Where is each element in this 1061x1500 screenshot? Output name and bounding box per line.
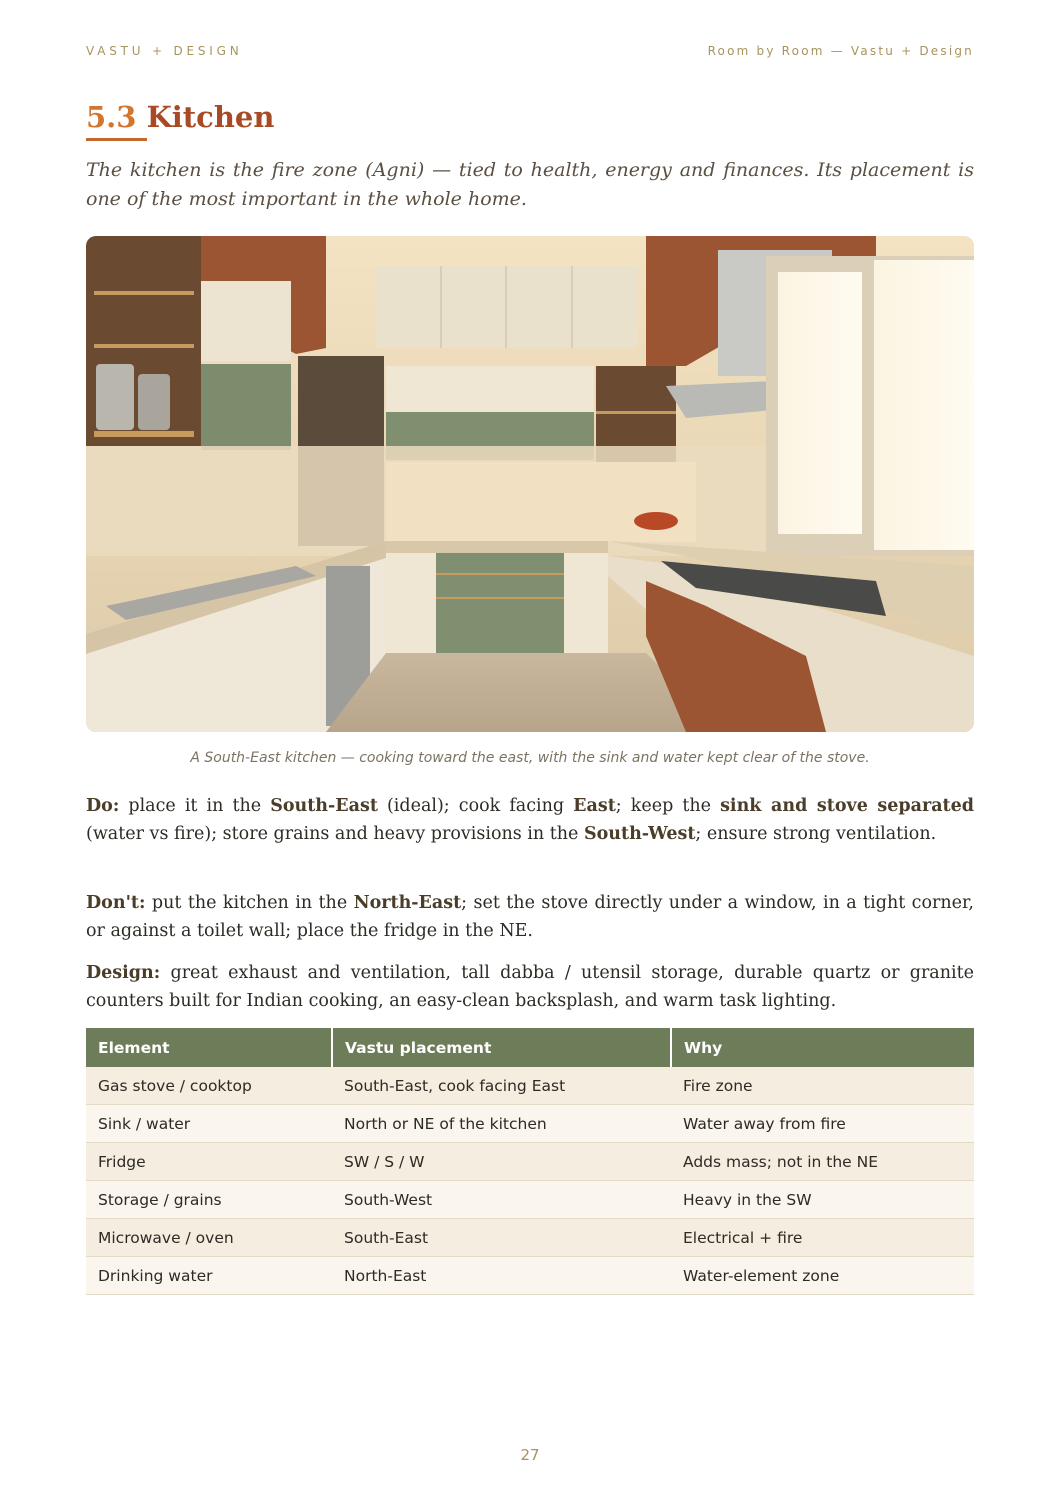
lead-paragraph: The kitchen is the fire zone (Agni) — tied to health, energy and finances. Its placement is one of the most important in the whole home. xyxy=(86,159,974,210)
table-cell: Fire zone xyxy=(671,1067,974,1105)
column-header-why: Why xyxy=(671,1028,974,1067)
do-text-2: (ideal); cook facing xyxy=(377,796,574,816)
table-cell: Sink / water xyxy=(86,1105,332,1143)
design-paragraph xyxy=(86,959,974,1015)
do-text-3: ; keep the xyxy=(615,796,721,816)
table-row xyxy=(86,1143,974,1181)
running-header xyxy=(86,44,974,60)
do-bold-1: South-East xyxy=(270,796,378,816)
photo-caption: A South-East kitchen — cooking toward the east, with the sink and water kept clear of the stove. xyxy=(190,750,870,766)
do-bold-2: East xyxy=(573,796,616,816)
do-bold-3: sink and stove separated xyxy=(720,796,974,816)
kitchen-photo xyxy=(86,236,974,732)
section-title xyxy=(86,98,274,136)
design-text-1: great exhaust and ventilation, tall dabba / utensil storage, durable quartz or granite counters built for Indian cooking, an easy-clean backsplash, and warm task lighting. xyxy=(86,963,974,1011)
table-row xyxy=(86,1257,974,1295)
table-cell: Adds mass; not in the NE xyxy=(671,1143,974,1181)
table-row xyxy=(86,1105,974,1143)
kitchen-illustration xyxy=(86,236,974,732)
design-label: Design: xyxy=(86,963,161,983)
do-text-5: ; ensure strong ventilation. xyxy=(695,824,937,844)
table-cell: Storage / grains xyxy=(86,1181,332,1219)
dont-paragraph xyxy=(86,889,974,945)
table-cell: Microwave / oven xyxy=(86,1219,332,1257)
dont-bold-1: North-East xyxy=(353,893,462,913)
do-bold-4: South-West xyxy=(583,824,696,844)
table-row xyxy=(86,1067,974,1105)
title-underline xyxy=(86,138,147,141)
column-header-element: Element xyxy=(86,1028,332,1067)
dont-text-1: put the kitchen in the xyxy=(145,893,354,913)
table-cell: North or NE of the kitchen xyxy=(332,1105,671,1143)
column-header-placement: Vastu placement xyxy=(332,1028,671,1067)
header-right: Room by Room — Vastu + Design xyxy=(707,44,974,58)
header-left: VASTU + DESIGN xyxy=(86,44,243,58)
table-cell: SW / S / W xyxy=(332,1143,671,1181)
dont-label: Don't: xyxy=(86,893,146,913)
table-cell: Water away from fire xyxy=(671,1105,974,1143)
table-header-row xyxy=(86,1028,974,1067)
do-text-4: (water vs fire); store grains and heavy provisions in the xyxy=(86,824,584,844)
table-cell: South-West xyxy=(332,1181,671,1219)
dont-text-2: ; set the stove directly under a window, in a tight corner, or against a toilet wall; place the fridge in the NE. xyxy=(86,893,974,941)
do-text-1: place it in the xyxy=(119,796,271,816)
table-cell: Fridge xyxy=(86,1143,332,1181)
table-cell: South-East xyxy=(332,1219,671,1257)
table-cell: Electrical + fire xyxy=(671,1219,974,1257)
table-row xyxy=(86,1181,974,1219)
do-paragraph xyxy=(86,792,974,848)
table-cell: North-East xyxy=(332,1257,671,1295)
table-cell: Drinking water xyxy=(86,1257,332,1295)
table-cell: Gas stove / cooktop xyxy=(86,1067,332,1105)
table-row xyxy=(86,1219,974,1257)
page-number: 27 xyxy=(520,1446,540,1464)
table-cell: South-East, cook facing East xyxy=(332,1067,671,1105)
do-label: Do: xyxy=(86,796,120,816)
section-number: 5.3 xyxy=(86,100,137,134)
table-cell: Heavy in the SW xyxy=(671,1181,974,1219)
table-cell: Water-element zone xyxy=(671,1257,974,1295)
vastu-placement-table xyxy=(86,1028,974,1295)
section-title-text: Kitchen xyxy=(146,100,275,134)
